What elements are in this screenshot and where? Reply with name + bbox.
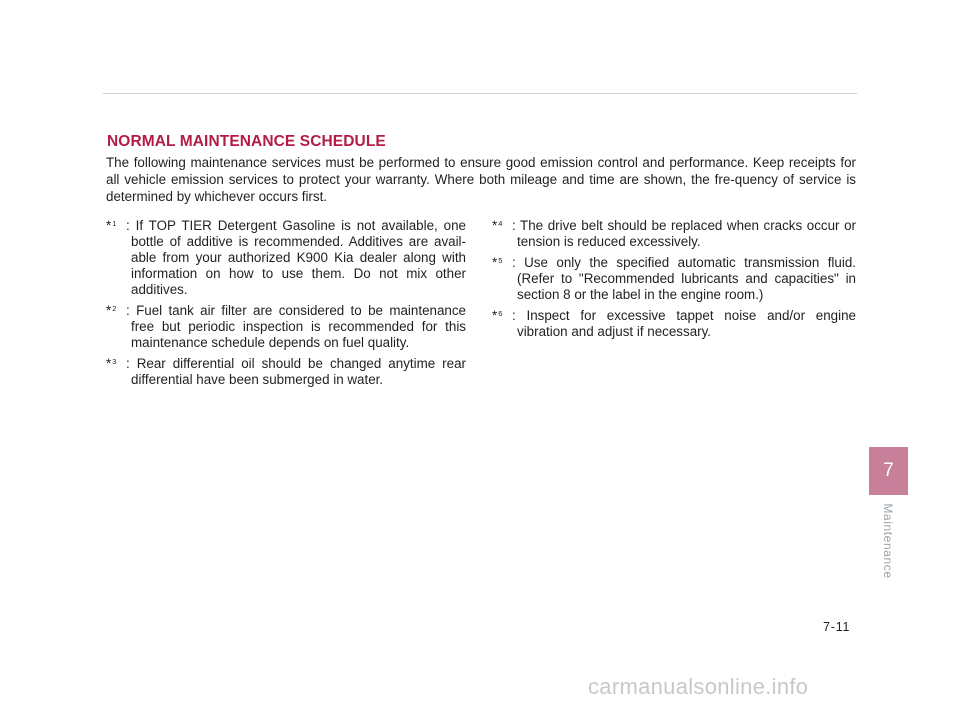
footnote-marker: *$^3$: [106, 356, 117, 371]
footnote-text: : Rear differential oil should be changed anytime rear differential have been submerged in water.: [126, 356, 466, 387]
chapter-label: Maintenance: [881, 503, 895, 579]
header-divider: [103, 93, 857, 94]
footnote-1: [106, 218, 466, 298]
footnote-text: : Fuel tank air filter are considered to be maintenance free but periodic inspection is recommended for this maintenance schedule depends on fuel quality.: [126, 303, 466, 350]
page-number: 7-11: [823, 620, 851, 634]
footnote-5: [492, 255, 856, 303]
footnote-marker: *$^5$: [492, 255, 503, 270]
intro-paragraph: The following maintenance services must be performed to ensure good emission control and performance. Keep receipts for all vehicle emission services to protect your warranty. Where both mileage and time are shown, the fre-quency of service is determined by whichever occurs first.: [106, 155, 856, 204]
footnote-text: : Use only the specified automatic transmission fluid. (Refer to "Recommended lubricants and capacities" in section 8 or the label in the engine room.): [512, 255, 856, 302]
footnote-text: : The drive belt should be replaced when cracks occur or tension is reduced excessively.: [512, 218, 856, 249]
footnote-marker: *$^2$: [106, 303, 117, 318]
chapter-tab: [869, 447, 908, 495]
chapter-number: 7: [883, 460, 894, 481]
footnote-marker: *$^4$: [492, 218, 503, 233]
footnotes-right-column: [492, 218, 856, 345]
footnote-text: : Inspect for excessive tappet noise and/or engine vibration and adjust if necessary.: [512, 308, 856, 339]
watermark-text: carmanualsonline.info: [588, 674, 809, 699]
footnote-marker: *$^6$: [492, 308, 503, 323]
footnote-2: [106, 303, 466, 351]
footnote-6: [492, 308, 856, 340]
footnote-text: : If TOP TIER Detergent Gasoline is not available, one bottle of additive is recommended. Additives are avail-able from your authorized K900 Kia dealer along with information on how to use them. Do not mix other additives.: [126, 218, 466, 297]
footnote-marker: *$^1$: [106, 218, 117, 233]
footnote-4: [492, 218, 856, 250]
footnotes-left-column: [106, 218, 466, 393]
footnote-3: [106, 356, 466, 388]
section-title: NORMAL MAINTENANCE SCHEDULE: [107, 133, 386, 150]
